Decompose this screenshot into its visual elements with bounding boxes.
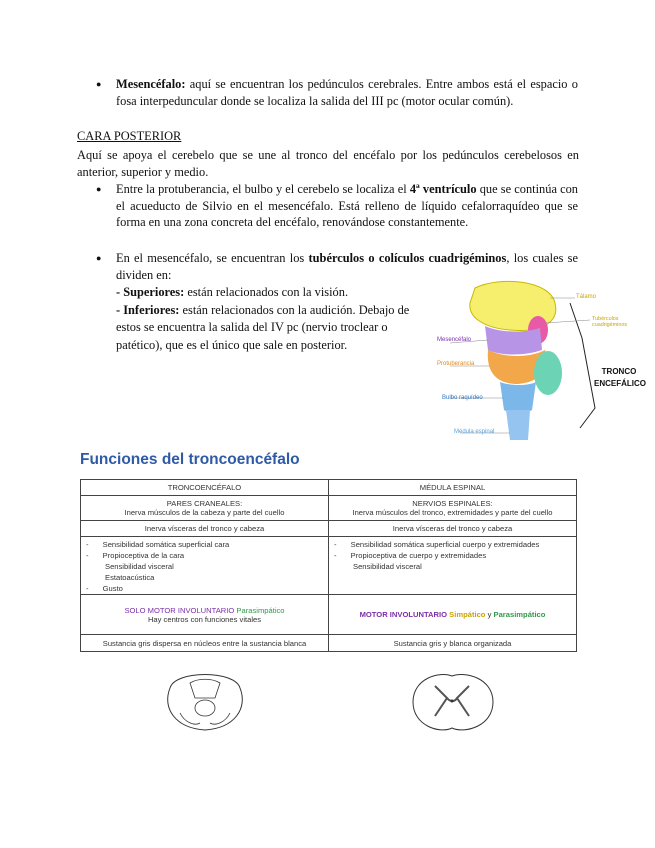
table-cell: Inerva vísceras del tronco y cabeza — [329, 521, 577, 537]
tuberculos-text-before: En el mesencéfalo, se encuentran los — [116, 251, 309, 265]
spinal-cord-cross-section-illustration — [405, 668, 500, 736]
motor-line — [84, 606, 325, 615]
tuberculos-subitems — [116, 284, 436, 354]
label-protuberancia: Protuberancia — [437, 361, 475, 367]
list-item: - Sensibilidad somática superficial cara — [86, 540, 230, 549]
list-item — [334, 561, 573, 572]
protuberancia-text-after: que se continúa con el acueducto de Silvio en el mesencéfalo. Está relleno de líquido cefalorraquídeo que se forma en una zona concreta del encéfalo, renovándose constantemente. — [116, 182, 578, 229]
list-item-text: Propioceptiva de cuerpo y extremidades — [350, 551, 487, 560]
table-row — [81, 537, 577, 595]
list-item: - Propioceptiva de cuerpo y extremidades — [334, 551, 487, 560]
list-item-text: Propioceptiva de la cara — [102, 551, 185, 560]
list-item: - Gusto — [86, 584, 123, 593]
solo-motor-text: SOLO MOTOR INVOLUNTARIO — [124, 605, 235, 615]
list-item-text: Sensibilidad visceral — [105, 562, 174, 571]
superiores-item — [116, 284, 436, 302]
list-item-text: Sensibilidad visceral — [353, 562, 422, 571]
list-item-text: Sensibilidad somática superficial cuerpo y extremidades — [350, 540, 540, 549]
table-row — [81, 595, 577, 635]
bullet-protuberancia — [96, 181, 578, 231]
label-medula: Médula espinal — [454, 429, 495, 435]
list-item-text: Estatoacústica — [105, 573, 155, 582]
inferiores-item — [116, 302, 436, 355]
table-cell: Sustancia gris dispersa en núcleos entre la sustancia blanca — [81, 635, 329, 652]
table-cell — [81, 595, 329, 635]
table-row — [81, 635, 577, 652]
bullet-dot: ● — [96, 253, 102, 263]
tronco-label-line2: ENCEFÁLICO — [594, 379, 646, 388]
table-header: MÉDULA ESPINAL — [329, 480, 577, 496]
section-title: Funciones del troncoencéfalo — [80, 451, 300, 468]
label-bulbo: Bulbo raquídeo — [442, 395, 483, 401]
table-header: TRONCOENCÉFALO — [81, 480, 329, 496]
y-text: y — [487, 610, 492, 619]
list-item-text: Gusto — [102, 584, 123, 593]
table-cell: Inerva vísceras del tronco y cabeza — [81, 521, 329, 537]
inferiores-label: - Inferiores: — [116, 302, 180, 317]
protuberancia-text-before: Entre la protuberancia, el bulbo y el cerebelo se localiza el — [116, 182, 410, 196]
table-cell — [329, 595, 577, 635]
pares-craneales-text: Inerva músculos de la cabeza y parte del cuello — [124, 508, 285, 517]
tuberculos-term: tubérculos o colículos cuadrigéminos — [308, 251, 507, 265]
list-item: - Propioceptiva de la cara — [86, 551, 185, 560]
list-item — [86, 572, 325, 583]
tuberculos-text-after: , los cuales se dividen en: — [116, 251, 579, 282]
table-header-row — [81, 480, 577, 496]
simpatico-text: Simpático — [449, 610, 486, 619]
cara-posterior-text: Aquí se apoya el cerebelo que se une al tronco del encéfalo por los pedúnculos cerebelosos en anterior, superior y medio. — [77, 148, 579, 179]
list-item — [86, 561, 325, 572]
table-cell: Sustancia gris y blanca organizada — [329, 635, 577, 652]
table-row — [81, 496, 577, 521]
cara-posterior-heading: CARA POSTERIOR — [77, 129, 182, 143]
parasimpatico-right-text: Parasimpático — [493, 610, 546, 619]
bullet-dot: ● — [96, 184, 102, 194]
superiores-label: - Superiores: — [116, 285, 185, 299]
term-mesencefalo: Mesencéfalo: — [116, 77, 186, 91]
nervios-espinales-title: NERVIOS ESPINALES: — [412, 499, 493, 508]
table-cell — [329, 537, 577, 595]
tronco-label-line1: TRONCO — [601, 367, 637, 376]
table-row — [81, 521, 577, 537]
centros-vitales-text: Hay centros con funciones vitales — [147, 614, 262, 624]
table-cell — [81, 496, 329, 521]
motor-involuntario-text: MOTOR INVOLUNTARIO — [359, 610, 448, 619]
bullet-dot: ● — [96, 79, 102, 89]
label-talamo: Tálamo — [576, 294, 597, 300]
list-item: - Sensibilidad somática superficial cuerpo y extremidades — [334, 540, 540, 549]
functions-table — [80, 479, 577, 652]
mesencefalo-text: aquí se encuentran los pedúnculos cerebrales. Entre ambos está el espacio o fosa interpeduncular donde se localiza la salida del III pc (motor ocular común). — [116, 77, 578, 108]
sensibilidad-list-right — [332, 539, 573, 572]
sensibilidad-list-left — [84, 539, 325, 594]
table-cell — [329, 496, 577, 521]
inferiores-text: están relacionados con la audición. Debajo de estos se encuentra la salida del IV pc (nervio troclear o patético), que es el único que sale en posterior. — [116, 302, 410, 352]
parasimpatico-text: Parasimpático — [236, 605, 285, 615]
table-cell — [81, 537, 329, 595]
bullet-mesencefalo — [96, 76, 578, 109]
label-tuberculos: Tubérculos cuadrigéminos — [592, 316, 628, 328]
nervios-espinales-text: Inerva músculos del tronco, extremidades y parte del cuello — [352, 508, 553, 517]
tronco-encefalico-label — [594, 366, 644, 390]
cuarto-ventriculo-term: 4ª ventrículo — [409, 182, 477, 196]
superiores-text: están relacionados con la visión. — [184, 285, 349, 299]
brainstem-cross-section-illustration — [160, 668, 250, 734]
pares-craneales-title: PARES CRANEALES: — [166, 499, 243, 508]
label-mesencefalo: Mesencéfalo — [437, 337, 472, 343]
list-item-text: Sensibilidad somática superficial cara — [102, 540, 230, 549]
